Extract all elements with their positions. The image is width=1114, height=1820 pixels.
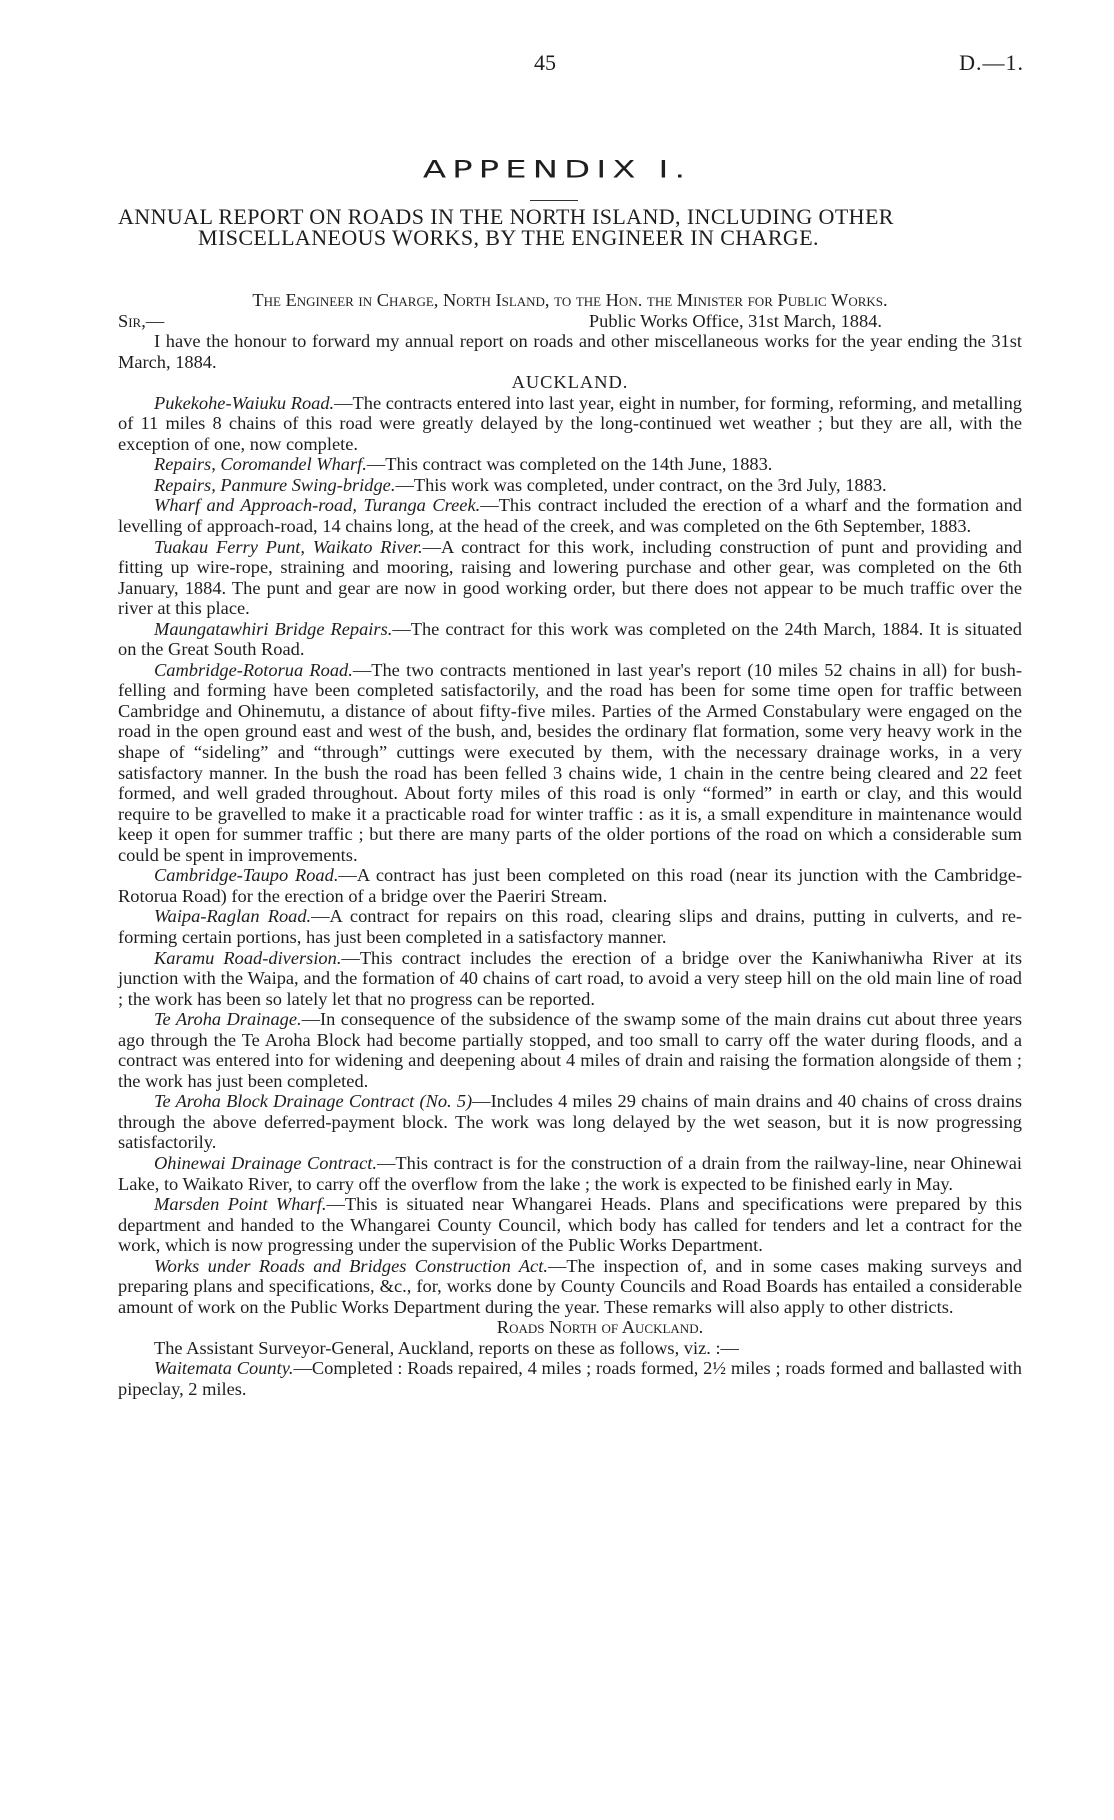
salutation: Sir,— [118,310,165,331]
report-paragraph [118,1194,1022,1256]
address-line-text: The Engineer in Charge, North Island, to the Hon. the Minister for Public Works. [252,290,888,310]
paragraph-body: —This contract included the erection of a wharf and the formation and levelling of approach-road, 14 chains long, at the head of the creek, and was completed on the 6th September, 1883. [118,495,1022,537]
document-code: D.—1. [959,50,1024,75]
report-paragraph [118,454,1022,475]
paragraph-body: —The contract for this work was completed on the 24th March, 1884. It is situated on the Great South Road. [118,618,1023,660]
paragraph-list [118,393,1022,1318]
paragraph-body: —Includes 4 miles 29 chains of main drains and 40 chains of cross drains through the above deferred-payment block. The work was long delayed by the wet season, but it is now progressing satisfactorily. [118,1091,1022,1153]
report-paragraph [118,393,1022,455]
paragraph-head: Te Aroha Drainage. [154,1009,302,1030]
paragraph-body: —A contract has just been completed on this road (near its junction with the Cambridge-Rotorua Road) for the erection of a bridge over the Paeriri Stream. [118,865,1022,906]
section-roads-north: Roads North of Auckland. [496,1317,704,1338]
report-paragraph [118,906,1022,947]
paragraph-body: —This work was completed, under contract, on the 3rd July, 1883. [395,474,887,495]
appendix-heading [0,150,1114,190]
report-paragraph [118,660,1022,865]
paragraph-head: Pukekohe-Waiuku Road. [154,392,335,413]
report-paragraph [118,475,1022,496]
report-paragraph [118,865,1022,906]
paragraph-body: —The inspection of, and in some cases making surveys and preparing plans and specifications, &c., for, works done by County Councils and Road Boards has entailed a considerable amount of work on the Public Works Department during the year. These remarks will also apply to other districts. [118,1255,1022,1317]
paragraph-body: —The two contracts mentioned in last year's report (10 miles 52 chains in all) for bush-felling and forming have been completed satisfactorily, and the road has been for some time open for traffic between Cambridge and Ohinemutu, a distance of about fifty-five miles. Parties of the Armed Constabulary were engaged on the road in the open ground east and west of the bush, and, besides the ordinary flat formation, some very heavy work in the shape of “sideling” and “through” cuttings were executed by them, with the necessary drainage works, in a very satisfactory manner. In the bush the road has been felled 3 chains wide, 1 chain in the centre being cleared and 22 feet formed, and well graded throughout. About forty miles of this road is only “formed” in earth or clay, and this would require to be gravelled to make it a practicable road for winter traffic : as it is, a small expenditure in maintenance would keep it open for summer traffic ; but there are many parts of the older portions of the road on which a considerable sum could be spent in improvements. [118,659,1022,865]
paragraph-head: Karamu Road-diversion. [154,947,342,968]
paragraph-head: Waitemata County. [154,1358,294,1379]
paragraph-body: —This is situated near Whangarei Heads. Plans and specifications were prepared by this department and handed to the Whangarei County Council, which body has called for tenders and let a contract for the work, which is now progressing under the supervision of the Public Works Department. [118,1194,1022,1256]
page-number: 45 [534,50,556,75]
paragraph-head: Works under Roads and Bridges Construction Act. [154,1255,548,1276]
paragraph-body: —The contracts entered into last year, eight in number, for forming, reforming, and metalling of 11 miles 8 chains of this road were greatly delayed by the long-continued wet weather ; but they are all, with the exception of one, now complete. [118,392,1022,454]
paragraph-head: Maungatawhiri Bridge Repairs. [154,618,393,639]
paragraph-body: —This contract includes the erection of a bridge over the Kaniwhaniwha River at its junction with the Waipa, and the formation of 40 chains of cart road, to avoid a very steep hill on the old main line of road ; the work has been so lately let that no progress can be reported. [118,947,1022,1009]
paragraph-head: Wharf and Approach-road, Turanga Creek. [154,495,481,516]
paragraph-head: Cambridge-Taupo Road. [154,865,339,886]
report-paragraph [118,1091,1022,1153]
paragraph-head: Te Aroha Block Drainage Contract (No. 5) [154,1091,473,1112]
waitemata-paragraph [118,1358,1022,1399]
report-body [118,290,1022,1400]
salutation-line [118,311,1022,332]
address-line [118,290,1022,311]
paragraph-body: —This contract was completed on the 14th June, 1883. [366,454,773,475]
report-paragraph [118,1153,1022,1194]
asg-line: The Assistant Surveyor-General, Auckland, reports on these as follows, viz. :— [154,1337,739,1358]
paragraph-body: —This contract is for the construction of a drain from the railway-line, near Ohinewai Lake, to Waikato River, to carry off the overflow from the lake ; the work is expected to be finished early in May. [118,1152,1022,1194]
office-date: Public Works Office, 31st March, 1884. [588,310,882,331]
heading-rule [530,200,578,201]
paragraph-head: Repairs, Panmure Swing-bridge. [154,474,396,495]
report-paragraph [118,1009,1022,1091]
paragraph-body: —A contract for repairs on this road, clearing slips and drains, putting in culverts, and re-forming certain portions, has just been completed in a satisfactory manner. [118,906,1023,947]
paragraph-head: Marsden Point Wharf. [154,1194,327,1215]
report-paragraph [118,948,1022,1010]
report-paragraph [118,1256,1022,1318]
report-paragraph [118,495,1022,536]
report-title: ANNUAL REPORT ON ROADS IN THE NORTH ISLAND, INCLUDING OTHER MISCELLANEOUS WORKS, BY THE ENGINEER IN CHARGE. [118,204,894,250]
appendix-heading-text: APPENDIX I. [422,156,692,184]
report-paragraph [118,619,1022,660]
paragraph-head: Repairs, Coromandel Wharf. [154,454,367,475]
section-auckland: AUCKLAND. [511,372,629,393]
paragraph-body: —In consequence of the subsidence of the swamp some of the main drains cut about three years ago through the Te Aroha Block had become partially stopped, and too small to carry off the water during floods, and a contract was entered into for widening and deepening about 4 miles of drain and raising the formation alongside of them ; the work has just been completed. [118,1009,1023,1091]
paragraph-body: —A contract for this work, including construction of punt and providing and fitting up wire-rope, straining and mooring, raising and lowering purchase and other gear, was completed on the 6th January, 1884. The punt and gear are now in good working order, but there does not appear to be much traffic over the river at this place. [118,536,1022,619]
intro-paragraph: I have the honour to forward my annual report on roads and other miscellaneous works for the year ending the 31st March, 1884. [118,331,1022,372]
paragraph-head: Cambridge-Rotorua Road. [154,659,353,680]
report-paragraph [118,537,1022,619]
paragraph-head: Tuakau Ferry Punt, Waikato River. [154,536,423,557]
paragraph-head: Ohinewai Drainage Contract. [154,1152,377,1173]
paragraph-head: Waipa-Raglan Road. [154,906,312,927]
paragraph-body: —Completed : Roads repaired, 4 miles ; roads formed, 2½ miles ; roads formed and ballasted with pipeclay, 2 miles. [118,1358,1022,1399]
